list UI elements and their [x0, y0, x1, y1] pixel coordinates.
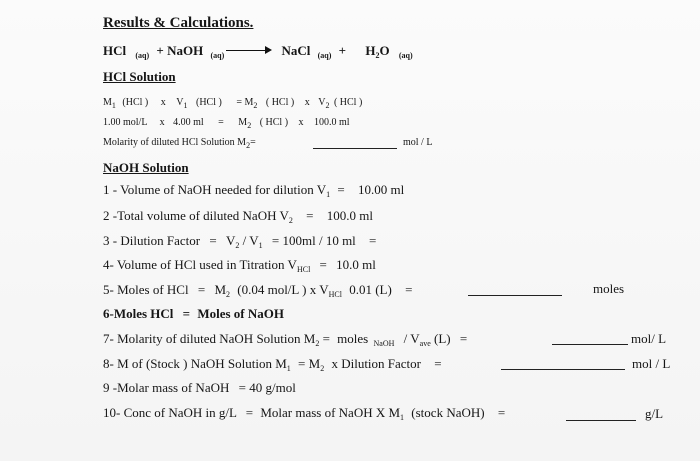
moles-hcl-blank[interactable]: [468, 295, 562, 296]
reactant-hcl: HCl: [103, 43, 127, 58]
item-moles-equivalence: 6-Moles HCl = Moles of NaOH: [103, 306, 284, 321]
moles-hcl-unit: moles: [593, 281, 625, 296]
diluted-hcl-molarity-unit: mol / L: [403, 137, 433, 148]
conc-naoh-gl-blank[interactable]: [566, 420, 636, 421]
item-dilution-factor: 3 - Dilution Factor = $V_2 / V_1 = 100ml / 10$ ml =: [103, 233, 377, 250]
item-conc-naoh-gl: 10- Conc of NaOH in g/L = Molar mass of NaOH X $M_1$ (stock NaOH) =: [103, 405, 506, 422]
item-molarity-stock-naoh: 8- M of (Stock ) NaOH Solution $M_1 = M_2$ x Dilution Factor =: [103, 356, 442, 373]
item-volume-hcl-titration: 4- Volume of HCl used in Titration $V_{HCl} = 10.0$ ml: [103, 257, 376, 274]
reaction-arrow-icon: [226, 50, 270, 51]
diluted-hcl-molarity-blank[interactable]: [313, 148, 397, 149]
product-nacl: NaCl: [281, 43, 311, 58]
hcl-solution-heading: HCl Solution: [103, 69, 176, 84]
molarity-stock-naoh-blank[interactable]: [501, 369, 625, 370]
conc-naoh-gl-unit: g/L: [645, 406, 664, 421]
page-title: Results & Calculations.: [103, 15, 254, 31]
molarity-stock-naoh-unit: mol / L: [632, 356, 671, 371]
item-moles-hcl: 5- Moles of HCl = $M_2$ (0.04 mol/L ) x $V_{HCl}$ 0.01 (L) =: [103, 282, 413, 299]
molarity-diluted-naoh-blank[interactable]: [552, 344, 628, 345]
molarity-diluted-naoh-unit: mol/ L: [631, 331, 667, 346]
reaction-equation: HCl $_{(aq)}$ + NaOH $_{(aq)}$ NaCl $_{(aq)} + H_2O$ $_{(aq)}$: [103, 43, 413, 60]
dilution-formula: $M_1$ (HCl ) x $V_1$ (HCl ) = $M_2$ ( HCl ) x $V_2$ ( HCl ): [103, 97, 363, 110]
diluted-hcl-molarity-label: Molarity of diluted HCl Solution $M_2=$: [103, 137, 256, 150]
naoh-solution-heading: NaOH Solution: [103, 160, 189, 175]
item-molarity-diluted-naoh: 7- Molarity of diluted NaOH Solution $M_2$ = moles $_{NaOH} / V_{ave}$ (L) =: [103, 331, 468, 348]
dilution-values: 1.00 mol/L x 4.00 ml = $M_2$ ( HCl ) x 100.0 ml: [103, 117, 350, 130]
item-molar-mass-naoh: 9 -Molar mass of NaOH = 40 g/mol: [103, 380, 296, 395]
item-volume-naoh-dilution: 1 - Volume of NaOH needed for dilution $V_1 = 10.00$ ml: [103, 182, 405, 199]
product-water: $H_2O$: [365, 43, 390, 60]
item-total-volume-naoh: 2 -Total volume of diluted NaOH $V_2 = 100.0$ ml: [103, 208, 373, 225]
reactant-naoh: NaOH: [167, 43, 204, 58]
